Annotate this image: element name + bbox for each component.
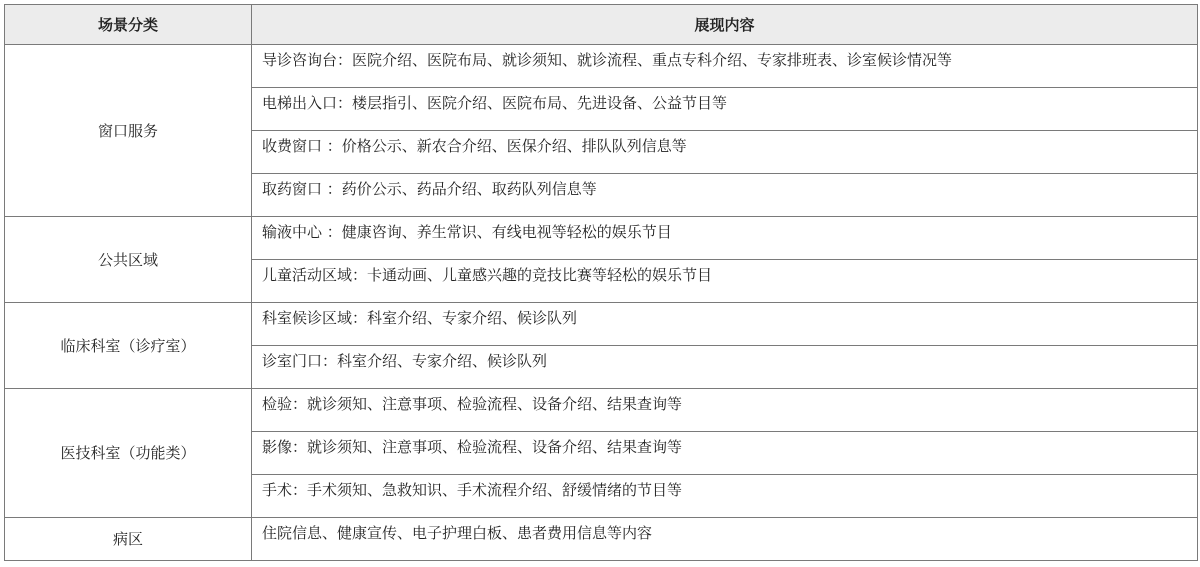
scene-cell-ward: 病区 <box>5 518 252 561</box>
table-row <box>5 303 1198 346</box>
content-cell: 科室候诊区域：科室介绍、专家介绍、候诊队列 <box>252 303 1198 346</box>
content-cell: 电梯出入口：楼层指引、医院介绍、医院布局、先进设备、公益节目等 <box>252 88 1198 131</box>
content-cell: 儿童活动区域：卡通动画、儿童感兴趣的竞技比赛等轻松的娱乐节目 <box>252 260 1198 303</box>
scene-content-table <box>4 4 1198 561</box>
content-cell: 诊室门口：科室介绍、专家介绍、候诊队列 <box>252 346 1198 389</box>
header-scene: 场景分类 <box>5 5 252 45</box>
content-cell: 收费窗口 ：价格公示、新农合介绍、医保介绍、排队队列信息等 <box>252 131 1198 174</box>
content-cell: 影像：就诊须知、注意事项、检验流程、设备介绍、结果查询等 <box>252 432 1198 475</box>
table-row <box>5 389 1198 432</box>
table-row <box>5 45 1198 88</box>
scene-cell-medical-tech-department: 医技科室（功能类） <box>5 389 252 518</box>
scene-cell-clinical-department: 临床科室（诊疗室） <box>5 303 252 389</box>
scene-content-table-wrapper <box>4 4 1197 561</box>
header-content: 展现内容 <box>252 5 1198 45</box>
content-cell: 取药窗口 ：药价公示、药品介绍、取药队列信息等 <box>252 174 1198 217</box>
content-cell: 导诊咨询台：医院介绍、医院布局、就诊须知、就诊流程、重点专科介绍、专家排班表、诊室候诊情况等 <box>252 45 1198 88</box>
header-row <box>5 5 1198 45</box>
table-row <box>5 217 1198 260</box>
content-cell: 手术：手术须知、急救知识、手术流程介绍、舒缓情绪的节目等 <box>252 475 1198 518</box>
content-cell: 检验：就诊须知、注意事项、检验流程、设备介绍、结果查询等 <box>252 389 1198 432</box>
content-cell: 输液中心 ：健康咨询、养生常识、有线电视等轻松的娱乐节目 <box>252 217 1198 260</box>
scene-cell-window-service: 窗口服务 <box>5 45 252 217</box>
table-row <box>5 518 1198 561</box>
content-cell: 住院信息、健康宣传、电子护理白板、患者费用信息等内容 <box>252 518 1198 561</box>
scene-cell-public-area: 公共区域 <box>5 217 252 303</box>
